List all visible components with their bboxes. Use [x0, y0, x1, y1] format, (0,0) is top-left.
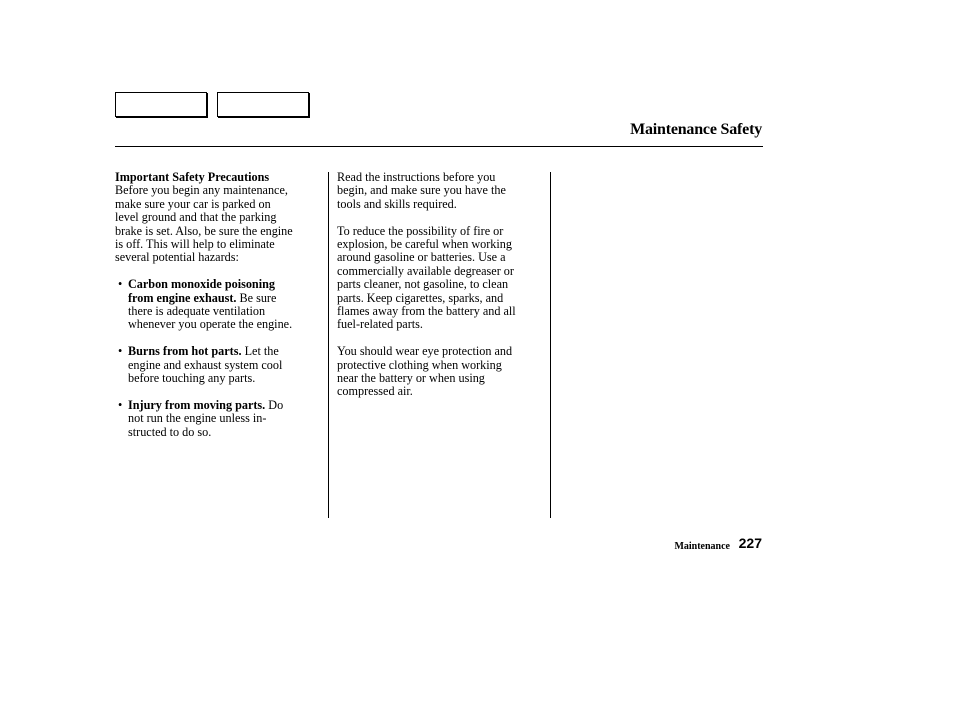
- page-title: Maintenance Safety: [630, 121, 762, 138]
- bullet-icon: •: [118, 277, 123, 292]
- hazard-text: Be sure there is adequate ventilation whenever you operate the engine.: [128, 290, 293, 332]
- hazard-list-item: [115, 399, 320, 439]
- safety-intro-paragraph: [115, 171, 320, 265]
- safety-intro-text: Before you begin any maintenance, make sure your car is parked on level ground and that the parking brake is set. Also, be sure the engine is off. This will help to eliminate several potential hazards:: [115, 183, 293, 265]
- instructions-paragraph: Read the instructions before you begin, and make sure you have the tools and skills required.: [337, 170, 506, 211]
- hazard-list-item: [115, 278, 320, 332]
- title-rule: [115, 146, 763, 147]
- page-number: 227: [738, 535, 762, 551]
- bullet-icon: •: [118, 397, 123, 412]
- nav-tab-box-left[interactable]: [115, 92, 207, 117]
- fire-safety-paragraph: To reduce the possibility of fire or explosion, be careful when working around gasoline or batteries. Use a commercially available degreaser or parts cleaner, not gasoline, to clean parts. Keep cigarettes, sparks, and flames away from the battery and all fuel-related parts.: [337, 223, 516, 332]
- footer-section-label: Maintenance: [674, 541, 730, 552]
- eye-protection-paragraph: You should wear eye protection and protective clothing when working near the battery or when using compressed air.: [337, 344, 513, 399]
- safety-heading: Important Safety Precautions: [115, 170, 270, 184]
- hazard-text: Let the engine and exhaust system cool before touching any parts.: [128, 344, 283, 386]
- hazard-title: Carbon monoxide poisoning from engine exhaust.: [128, 277, 275, 305]
- hazard-title: Injury from moving parts.: [128, 397, 266, 412]
- column-divider-right: [550, 172, 551, 518]
- nav-tab-box-right[interactable]: [217, 92, 309, 117]
- hazard-text: Do not run the engine unless in- structed to do so.: [128, 397, 284, 439]
- hazard-list-item: [115, 345, 320, 385]
- hazard-title: Burns from hot parts.: [128, 344, 242, 359]
- text-column-2: [337, 171, 544, 412]
- bullet-icon: •: [118, 344, 123, 359]
- column-divider-left: [328, 172, 329, 518]
- text-column-1: [115, 171, 320, 452]
